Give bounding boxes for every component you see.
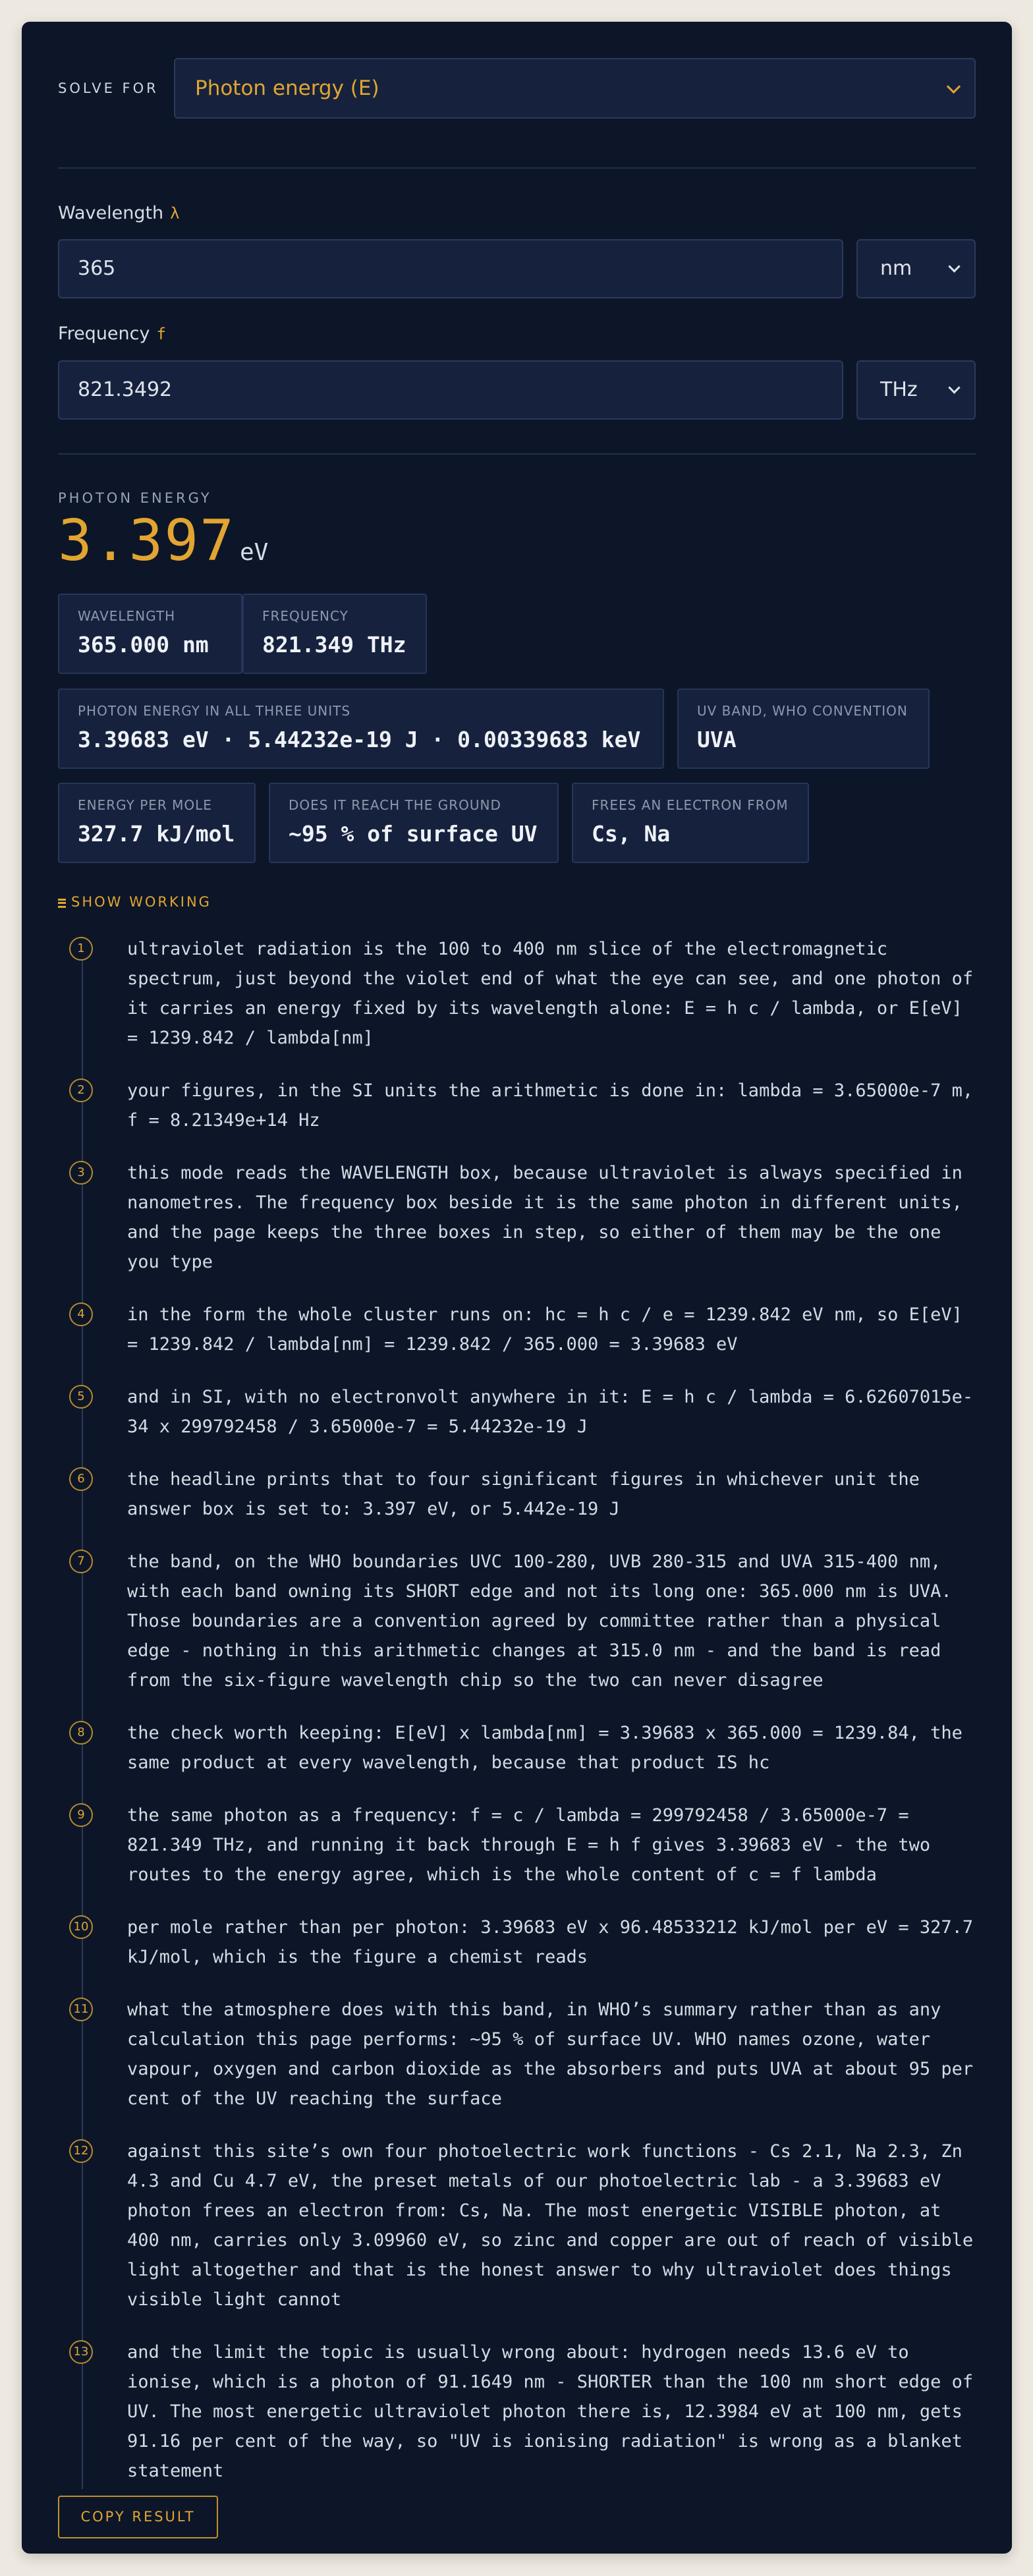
show-working-toggle[interactable] <box>58 894 211 910</box>
divider <box>58 453 976 455</box>
copy-result-button[interactable]: COPY RESULT <box>58 2496 218 2538</box>
reaches-ground-chip <box>269 783 559 863</box>
working-step <box>58 1801 976 1890</box>
wavelength-chip <box>58 594 242 674</box>
lambda-symbol: λ <box>170 204 180 223</box>
frequency-unit-value: THz <box>880 378 918 401</box>
calculator-inner <box>58 58 984 2525</box>
step-text: in the form the whole cluster runs on: hc = h c / e = 1239.842 eV nm, so E[eV] = 1239.842 / lambda[nm] = 1239.842 / 365.000 = 3.39683 eV <box>127 1304 974 1355</box>
chip-value: 821.349 THz <box>262 632 406 658</box>
result-value: 3.397 <box>58 508 235 574</box>
working-step <box>58 1300 976 1359</box>
working-step <box>58 1076 984 1135</box>
wavelength-input[interactable]: 365 <box>58 239 843 298</box>
working-step <box>58 934 984 1053</box>
step-number: 12 <box>69 2139 93 2163</box>
step-text: this mode reads the WAVELENGTH box, because ultraviolet is always specified in nanometres. The frequency box beside it is the same photon in different units, and the page keeps the three boxes in step, so either of them may be the one you type <box>127 1163 974 1272</box>
chevron-down-icon <box>948 381 960 393</box>
step-number: 4 <box>69 1302 93 1326</box>
step-number: 6 <box>69 1467 93 1491</box>
step-text: against this site’s own four photoelectric work functions - Cs 2.1, Na 2.3, Zn 4.3 and Cu 4.7 eV, the preset metals of our photoelectric lab - a 3.39683 eV photon frees an electron from: Cs, Na. The most energetic VISIBLE photon, at 400 nm, carries only 3.09960 eV, so zinc and copper are out of reach of visible light altogether and that is the honest answer to why ultraviolet does things visible light cannot <box>127 2141 984 2310</box>
working-step <box>58 1995 984 2114</box>
chip-value: 365.000 nm <box>78 632 209 658</box>
solve-for-selected: Photon energy (E) <box>195 76 379 100</box>
chip-label: UV BAND, WHO CONVENTION <box>697 703 908 719</box>
chip-value: 3.39683 eV · 5.44232e-19 J · 0.00339683 keV <box>78 727 641 752</box>
chip-label: WAVELENGTH <box>78 608 176 624</box>
uv-band-chip <box>677 688 930 769</box>
solve-for-label: SOLVE FOR <box>58 80 159 96</box>
step-text: your figures, in the SI units the arithmetic is done in: lambda = 3.65000e-7 m, f = 8.21349e+14 Hz <box>127 1080 984 1131</box>
step-number: 10 <box>69 1915 93 1939</box>
chip-value: UVA <box>697 727 737 752</box>
frequency-unit-select[interactable] <box>856 360 976 420</box>
step-number: 13 <box>69 2340 93 2364</box>
energy-all-units-chip <box>58 688 664 769</box>
frees-electron-chip <box>572 783 809 863</box>
working-step <box>58 2338 984 2486</box>
step-text: what the atmosphere does with this band, in WHO’s summary rather than as any calculation this page performs: ~95 % of surface UV. WHO names ozone, water vapour, oxygen and carbon dioxide as the absorbers and puts UVA at about 95 per cent of the UV reaching the surface <box>127 2000 984 2109</box>
working-step <box>58 1718 976 1778</box>
chevron-down-icon <box>947 80 961 94</box>
chip-label: FREQUENCY <box>262 608 349 624</box>
working-step <box>58 1382 976 1442</box>
frequency-symbol: f <box>156 325 166 343</box>
frequency-input[interactable]: 821.3492 <box>58 360 843 420</box>
chip-label: PHOTON ENERGY IN ALL THREE UNITS <box>78 703 351 719</box>
wavelength-unit-select[interactable] <box>856 239 976 298</box>
wavelength-label <box>58 203 180 223</box>
chip-value: 327.7 kJ/mol <box>78 821 235 847</box>
step-number: 8 <box>69 1721 93 1745</box>
step-number: 2 <box>69 1078 93 1102</box>
step-number: 7 <box>69 1550 93 1573</box>
working-step <box>58 1913 984 1972</box>
energy-per-mole-chip <box>58 783 256 863</box>
step-text: per mole rather than per photon: 3.39683 eV x 96.48533212 kJ/mol per eV = 327.7 kJ/mol, which is the figure a chemist reads <box>127 1917 984 1967</box>
chevron-down-icon <box>948 260 960 272</box>
chip-value: ~95 % of surface UV <box>289 821 538 847</box>
solve-for-select[interactable] <box>174 58 976 119</box>
working-steps <box>58 934 984 2509</box>
step-text: ultraviolet radiation is the 100 to 400 nm slice of the electromagnetic spectrum, just beyond the violet end of what the eye can see, and one photon of it carries an energy fixed by its wavelength alone: E = h c / lambda, or E[eV] = 1239.842 / lambda[nm] <box>127 939 984 1048</box>
step-number: 1 <box>69 937 93 961</box>
list-icon <box>58 899 66 908</box>
step-text: the headline prints that to four significant figures in whichever unit the answer box is set to: 3.397 eV, or 5.442e-19 J <box>127 1469 931 1519</box>
step-text: the band, on the WHO boundaries UVC 100-280, UVB 280-315 and UVA 315-400 nm, with each band owning its SHORT edge and not its long one: 365.000 nm is UVA. Those boundaries are a convention agreed by committee rather than a physical edge - nothing in this arithmetic changes at 315.0 nm - and the band is read from the six-figure wavelength chip so the two can never disagree <box>127 1552 963 1691</box>
working-step <box>58 1547 976 1695</box>
show-working-label: SHOW WORKING <box>71 894 211 910</box>
wavelength-unit-value: nm <box>880 257 912 280</box>
step-text: and in SI, with no electronvolt anywhere in it: E = h c / lambda = 6.62607015e-34 x 299792458 / 3.65000e-7 = 5.44232e-19 J <box>127 1387 974 1437</box>
chip-label: FREES AN ELECTRON FROM <box>592 797 789 813</box>
calculator-card <box>22 22 1012 2554</box>
divider <box>58 167 976 169</box>
solve-for-row <box>58 58 976 119</box>
result-unit: eV <box>240 539 269 566</box>
step-number: 9 <box>69 1803 93 1827</box>
frequency-label <box>58 323 166 344</box>
result-title: PHOTON ENERGY <box>58 490 212 506</box>
step-text: and the limit the topic is usually wrong about: hydrogen needs 13.6 eV to ionise, which is a photon of 91.1649 nm - SHORTER than the 100 nm short edge of UV. The most energetic ultraviolet photon there is, 12.3984 eV at 100 nm, gets 91.16 per cent of the way, so "UV is ionising radiation" is wrong as a blanket statement <box>127 2342 984 2481</box>
chip-label: ENERGY PER MOLE <box>78 797 212 813</box>
working-step <box>58 1465 976 1524</box>
chip-label: DOES IT REACH THE GROUND <box>289 797 501 813</box>
working-step <box>58 2137 984 2314</box>
wavelength-label-text: Wavelength <box>58 203 164 223</box>
working-step <box>58 1158 976 1277</box>
chip-value: Cs, Na <box>592 821 671 847</box>
frequency-chip <box>242 594 427 674</box>
step-text: the check worth keeping: E[eV] x lambda[nm] = 3.39683 x 365.000 = 1239.84, the same product at every wavelength, because that product IS hc <box>127 1723 974 1773</box>
step-number: 5 <box>69 1385 93 1409</box>
step-number: 11 <box>69 1998 93 2021</box>
frequency-label-text: Frequency <box>58 323 150 344</box>
step-number: 3 <box>69 1161 93 1185</box>
step-text: the same photon as a frequency: f = c / lambda = 299792458 / 3.65000e-7 = 821.349 THz, and running it back through E = h f gives 3.39683 eV - the two routes to the energy agree, which is the whole content of c = f lambda <box>127 1805 941 1885</box>
